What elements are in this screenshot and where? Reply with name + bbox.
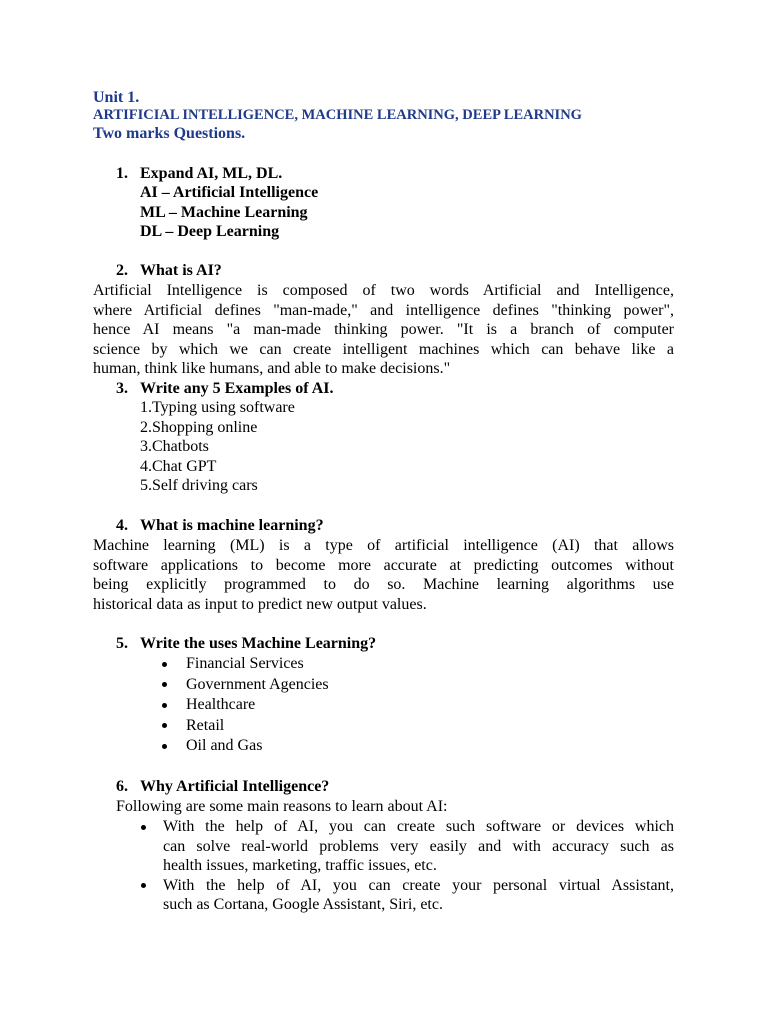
q4-answer-paragraph: [93, 536, 674, 614]
bullet-icon: [162, 703, 167, 708]
paragraph-line: hence AI means "a man-made thinking power. "It is a branch of computer: [93, 321, 674, 339]
answer-line: DL – Deep Learning: [140, 223, 280, 241]
question-6: [116, 777, 329, 797]
question-text: What is AI?: [140, 262, 222, 279]
unit-title: Unit 1.: [93, 89, 140, 106]
list-item-line: With the help of AI, you can create your personal virtual Assistant,: [163, 876, 674, 894]
document-header: [93, 88, 582, 143]
answer-line: ML – Machine Learning: [140, 203, 308, 221]
answer-line: AI – Artificial Intelligence: [140, 184, 319, 201]
list-item: 4.Chat GPT: [140, 457, 217, 475]
bullet-icon: [162, 744, 167, 749]
paragraph-line: where Artificial defines "man-made," and intelligence defines "thinking power",: [93, 301, 674, 319]
q2-answer-paragraph: [93, 281, 674, 379]
list-item: 1.Typing using software: [140, 399, 295, 416]
list-item-text: Government Agencies: [186, 675, 329, 693]
list-item: 3.Chatbots: [140, 438, 209, 456]
list-item-text: Healthcare: [186, 696, 256, 713]
list-item: [139, 817, 674, 876]
list-item-line: health issues, marketing, traffic issues, etc.: [163, 857, 437, 875]
paragraph-line: Machine learning (ML) is a type of artificial intelligence (AI) that allows: [93, 537, 674, 554]
question-number: 2.: [116, 262, 128, 279]
list-item-line: With the help of AI, you can create such software or devices which: [163, 818, 674, 835]
bullet-icon: [162, 723, 167, 728]
paragraph-line: science by which we can create intelligent machines which can behave like a: [93, 340, 674, 358]
question-4: [116, 516, 324, 536]
list-item: [162, 716, 329, 737]
question-text: Why Artificial Intelligence?: [140, 778, 330, 795]
bullet-icon: [141, 825, 146, 830]
list-item-line: such as Cortana, Google Assistant, Siri, etc.: [163, 896, 443, 914]
question-text: Write any 5 Examples of AI.: [140, 380, 334, 397]
bullet-icon: [162, 682, 167, 687]
list-item: 2.Shopping online: [140, 418, 258, 436]
bullet-icon: [162, 662, 167, 667]
list-item-text: Retail: [186, 716, 225, 734]
paragraph-line: historical data as input to predict new output values.: [93, 595, 427, 613]
question-text: Expand AI, ML, DL.: [140, 165, 283, 182]
q6-reasons-list: [139, 817, 674, 915]
list-item: 5.Self driving cars: [140, 477, 258, 495]
question-number: 3.: [116, 380, 128, 397]
list-item-line: can solve real-world problems very easily and with accuracy such as: [163, 837, 674, 855]
list-item-text: Oil and Gas: [186, 737, 263, 754]
q3-examples-list: [140, 398, 295, 496]
question-text: What is machine learning?: [140, 517, 324, 534]
question-2: [116, 261, 222, 281]
list-item: [139, 876, 674, 915]
question-number: 5.: [116, 635, 128, 652]
list-item: [162, 654, 329, 675]
list-item: [162, 675, 329, 696]
section-title: Two marks Questions.: [93, 125, 246, 142]
paragraph-line: Artificial Intelligence is composed of two words Artificial and Intelligence,: [93, 282, 674, 299]
bullet-icon: [141, 883, 146, 888]
question-number: 1.: [116, 165, 128, 182]
q1-answers: [140, 183, 318, 242]
question-number: 4.: [116, 517, 128, 534]
paragraph-line: human, think like humans, and able to make decisions.": [93, 360, 451, 378]
q5-uses-list: [162, 654, 329, 757]
question-3: [116, 379, 333, 399]
list-item: [162, 736, 329, 757]
question-5: [116, 634, 376, 654]
question-1: [116, 164, 282, 184]
subject-title: ARTIFICIAL INTELLIGENCE, MACHINE LEARNING, DEEP LEARNING: [93, 107, 582, 123]
list-item: [162, 695, 329, 716]
paragraph-line: being explicitly programmed to do so. Machine learning algorithms use: [93, 576, 674, 594]
list-item-text: Financial Services: [186, 655, 304, 672]
q6-intro: Following are some main reasons to learn about AI:: [116, 798, 448, 815]
question-number: 6.: [116, 778, 128, 795]
question-text: Write the uses Machine Learning?: [140, 635, 377, 652]
paragraph-line: software applications to become more accurate at predicting outcomes without: [93, 556, 674, 574]
